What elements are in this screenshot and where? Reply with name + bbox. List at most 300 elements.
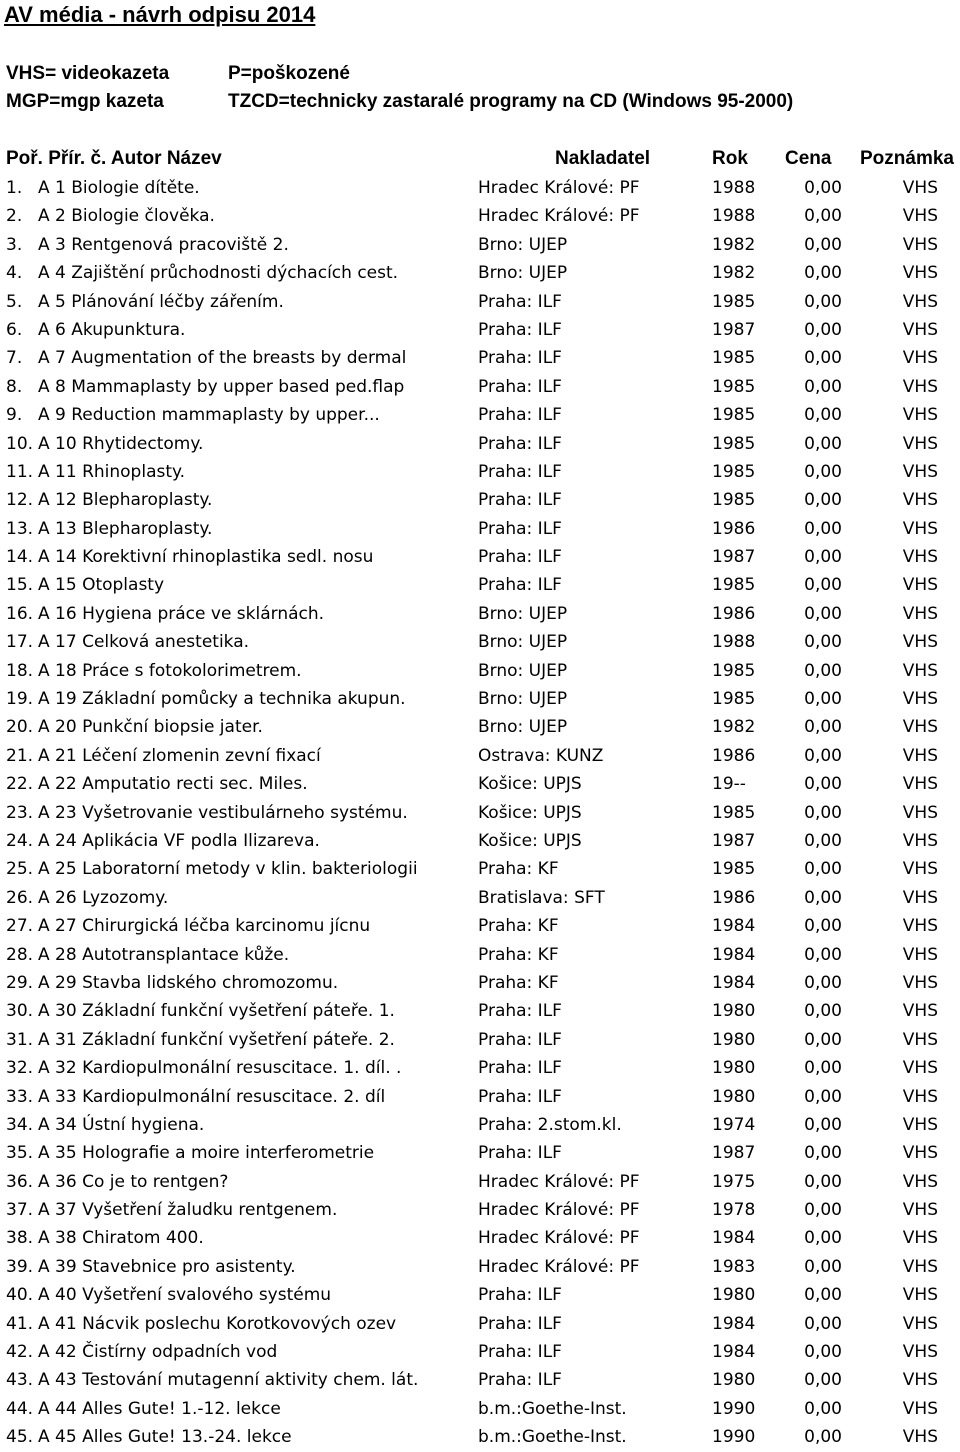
item-price: 0,00 (804, 660, 842, 681)
list-item (0, 571, 960, 599)
item-title: A 13 Blepharoplasty. (38, 518, 213, 539)
item-title: A 38 Chiratom 400. (38, 1228, 204, 1249)
item-note: VHS (902, 178, 938, 198)
item-publisher: Brno: UJEP (478, 263, 568, 284)
item-year: 1985 (712, 461, 756, 482)
item-publisher: Praha: ILF (478, 518, 562, 539)
item-number: 35. (6, 1143, 34, 1164)
item-publisher: Praha: ILF (478, 1143, 562, 1164)
item-year: 1986 (712, 603, 756, 624)
list-item (0, 1111, 960, 1139)
item-year: 1990 (712, 1398, 756, 1419)
item-note: VHS (902, 1171, 938, 1192)
item-price: 0,00 (804, 1086, 842, 1107)
item-year: 1982 (712, 263, 756, 284)
list-item (0, 458, 960, 486)
header-price: Cena (785, 148, 832, 169)
item-title: A 18 Práce s fotokolorimetrem. (38, 660, 302, 681)
list-item (0, 997, 960, 1025)
item-title: A 9 Reduction mammaplasty by upper... (38, 405, 380, 426)
list-item (0, 316, 960, 344)
list-item (0, 827, 960, 855)
header-publisher: Nakladatel (555, 148, 651, 169)
item-year: 1980 (712, 1086, 756, 1107)
legend-mgp: MGP=mgp kazeta (6, 91, 164, 112)
item-price: 0,00 (804, 291, 842, 312)
item-note: VHS (902, 944, 938, 965)
item-note: VHS (902, 1370, 938, 1391)
item-price: 0,00 (804, 547, 842, 568)
item-note: VHS (902, 802, 938, 823)
item-note: VHS (902, 348, 938, 369)
list-item (0, 373, 960, 401)
item-price: 0,00 (804, 518, 842, 539)
item-year: 19-- (712, 774, 746, 795)
item-publisher: b.m.:Goethe-Inst. (478, 1427, 627, 1448)
item-number: 41. (6, 1313, 34, 1334)
item-price: 0,00 (804, 1114, 842, 1135)
item-year: 1980 (712, 1029, 756, 1050)
list-item (0, 1423, 960, 1451)
item-number: 37. (6, 1200, 34, 1221)
item-number: 33. (6, 1086, 34, 1107)
item-year: 1982 (712, 717, 756, 738)
item-number: 12. (6, 490, 34, 511)
item-number: 34. (6, 1114, 34, 1135)
item-note: VHS (902, 319, 938, 340)
item-year: 1985 (712, 291, 756, 312)
item-number: 39. (6, 1256, 34, 1277)
list-item (0, 1054, 960, 1082)
items-list (0, 174, 960, 1452)
item-publisher: Ostrava: KUNZ (478, 745, 604, 766)
item-number: 9. (6, 405, 23, 426)
item-note: VHS (902, 518, 938, 539)
item-year: 1990 (712, 1427, 756, 1448)
item-price: 0,00 (804, 944, 842, 965)
item-note: VHS (902, 1313, 938, 1334)
item-number: 31. (6, 1029, 34, 1050)
document-title: AV média - návrh odpisu 2014 (4, 2, 316, 27)
item-note: VHS (902, 1398, 938, 1419)
item-note: VHS (902, 830, 938, 851)
item-number: 5. (6, 291, 23, 312)
item-publisher: Praha: 2.stom.kl. (478, 1114, 622, 1135)
list-item (0, 770, 960, 798)
list-item (0, 600, 960, 628)
item-publisher: Praha: ILF (478, 490, 562, 511)
item-publisher: Praha: ILF (478, 348, 562, 369)
item-number: 1. (6, 178, 23, 198)
item-title: A 41 Nácvik poslechu Korotkovových ozev (38, 1313, 397, 1334)
item-year: 1980 (712, 1058, 756, 1079)
item-title: A 10 Rhytidectomy. (38, 433, 204, 454)
item-publisher: Bratislava: SFT (478, 887, 605, 908)
item-number: 43. (6, 1370, 34, 1391)
item-note: VHS (902, 859, 938, 880)
item-price: 0,00 (804, 859, 842, 880)
header-note: Poznámka (860, 148, 954, 169)
item-title: A 8 Mammaplasty by upper based ped.flap (38, 376, 405, 397)
item-note: VHS (902, 575, 938, 596)
item-year: 1988 (712, 206, 756, 227)
item-number: 36. (6, 1171, 34, 1192)
list-item (0, 628, 960, 656)
item-publisher: Hradec Králové: PF (478, 178, 640, 198)
item-publisher: Praha: ILF (478, 319, 562, 340)
item-title: A 40 Vyšetření svalového systému (38, 1285, 332, 1306)
item-note: VHS (902, 1114, 938, 1135)
item-number: 7. (6, 348, 23, 369)
item-price: 0,00 (804, 263, 842, 284)
item-number: 13. (6, 518, 34, 539)
item-number: 14. (6, 547, 34, 568)
list-item (0, 941, 960, 969)
item-publisher: Praha: ILF (478, 1029, 562, 1050)
item-note: VHS (902, 263, 938, 284)
item-price: 0,00 (804, 575, 842, 596)
item-number: 4. (6, 263, 23, 284)
list-item (0, 401, 960, 429)
item-title: A 26 Lyzozomy. (38, 887, 169, 908)
item-title: A 20 Punkční biopsie jater. (38, 717, 263, 738)
item-year: 1982 (712, 234, 756, 255)
item-price: 0,00 (804, 234, 842, 255)
item-title: A 17 Celková anestetika. (38, 632, 250, 653)
item-title: A 19 Základní pomůcky a technika akupun. (38, 689, 406, 710)
list-item (0, 202, 960, 230)
item-number: 42. (6, 1342, 34, 1363)
item-title: A 36 Co je to rentgen? (38, 1171, 229, 1192)
item-publisher: Praha: KF (478, 972, 559, 993)
list-item (0, 969, 960, 997)
item-price: 0,00 (804, 632, 842, 653)
item-price: 0,00 (804, 206, 842, 227)
item-number: 24. (6, 830, 34, 851)
item-number: 19. (6, 689, 34, 710)
legend-tzcd: TZCD=technicky zastaralé programy na CD (Windows 95-2000) (228, 91, 794, 112)
item-number: 2. (6, 206, 23, 227)
item-year: 1987 (712, 1143, 756, 1164)
list-item (0, 288, 960, 316)
item-publisher: Košice: UPJS (478, 774, 582, 795)
item-note: VHS (902, 1342, 938, 1363)
item-note: VHS (902, 689, 938, 710)
item-title: A 39 Stavebnice pro asistenty. (38, 1256, 296, 1277)
item-publisher: Praha: ILF (478, 461, 562, 482)
item-number: 45. (6, 1427, 34, 1448)
item-note: VHS (902, 774, 938, 795)
item-price: 0,00 (804, 1398, 842, 1419)
item-price: 0,00 (804, 1342, 842, 1363)
item-year: 1985 (712, 859, 756, 880)
item-year: 1988 (712, 178, 756, 198)
list-item (0, 742, 960, 770)
item-number: 26. (6, 887, 34, 908)
item-price: 0,00 (804, 348, 842, 369)
item-year: 1980 (712, 1001, 756, 1022)
item-note: VHS (902, 234, 938, 255)
item-title: A 25 Laboratorní metody v klin. bakteriologii (38, 859, 418, 880)
item-price: 0,00 (804, 1143, 842, 1164)
item-number: 11. (6, 461, 34, 482)
item-price: 0,00 (804, 1029, 842, 1050)
item-title: A 33 Kardiopulmonální resuscitace. 2. díl (38, 1086, 386, 1107)
item-year: 1985 (712, 490, 756, 511)
item-note: VHS (902, 1143, 938, 1164)
item-note: VHS (902, 1427, 938, 1448)
item-title: A 6 Akupunktura. (38, 319, 186, 340)
item-number: 18. (6, 660, 34, 681)
item-publisher: Praha: ILF (478, 1342, 562, 1363)
item-title: A 24 Aplikácia VF podla Ilizareva. (38, 830, 320, 851)
item-price: 0,00 (804, 887, 842, 908)
item-note: VHS (902, 376, 938, 397)
item-note: VHS (902, 916, 938, 937)
list-item (0, 685, 960, 713)
item-title: A 32 Kardiopulmonální resuscitace. 1. díl. . (38, 1058, 402, 1079)
list-item (0, 912, 960, 940)
item-price: 0,00 (804, 319, 842, 340)
item-note: VHS (902, 1256, 938, 1277)
item-title: A 1 Biologie dítěte. (38, 178, 200, 198)
item-number: 15. (6, 575, 34, 596)
item-number: 25. (6, 859, 34, 880)
item-publisher: Praha: KF (478, 916, 559, 937)
item-title: A 37 Vyšetření žaludku rentgenem. (38, 1200, 338, 1221)
item-year: 1985 (712, 802, 756, 823)
item-title: A 28 Autotransplantace kůže. (38, 944, 290, 965)
item-number: 23. (6, 802, 34, 823)
item-publisher: Košice: UPJS (478, 830, 582, 851)
item-title: A 4 Zajištění průchodnosti dýchacích cest. (38, 263, 399, 284)
item-price: 0,00 (804, 1370, 842, 1391)
item-number: 44. (6, 1398, 34, 1419)
list-item (0, 1366, 960, 1394)
item-note: VHS (902, 547, 938, 568)
list-item (0, 231, 960, 259)
item-publisher: Brno: UJEP (478, 632, 568, 653)
item-note: VHS (902, 1200, 938, 1221)
item-year: 1984 (712, 916, 756, 937)
item-title: A 23 Vyšetrovanie vestibulárneho systému. (38, 802, 408, 823)
item-note: VHS (902, 887, 938, 908)
item-note: VHS (902, 1029, 938, 1050)
item-price: 0,00 (804, 1228, 842, 1249)
item-price: 0,00 (804, 774, 842, 795)
item-title: A 43 Testování mutagenní aktivity chem. lát. (38, 1370, 419, 1391)
list-item (0, 430, 960, 458)
item-publisher: Praha: ILF (478, 1313, 562, 1334)
list-item (0, 855, 960, 883)
item-price: 0,00 (804, 689, 842, 710)
item-number: 40. (6, 1285, 34, 1306)
item-number: 29. (6, 972, 34, 993)
item-note: VHS (902, 1086, 938, 1107)
item-price: 0,00 (804, 178, 842, 198)
item-price: 0,00 (804, 745, 842, 766)
list-item (0, 1168, 960, 1196)
item-price: 0,00 (804, 972, 842, 993)
item-title: A 34 Ústní hygiena. (38, 1114, 205, 1135)
item-publisher: Praha: ILF (478, 547, 562, 568)
item-year: 1984 (712, 944, 756, 965)
item-year: 1980 (712, 1370, 756, 1391)
item-number: 32. (6, 1058, 34, 1079)
item-number: 20. (6, 717, 34, 738)
item-publisher: Košice: UPJS (478, 802, 582, 823)
item-year: 1985 (712, 689, 756, 710)
item-year: 1980 (712, 1285, 756, 1306)
item-publisher: Brno: UJEP (478, 603, 568, 624)
list-item (0, 1139, 960, 1167)
item-year: 1984 (712, 1228, 756, 1249)
item-price: 0,00 (804, 1313, 842, 1334)
list-item (0, 1083, 960, 1111)
item-note: VHS (902, 632, 938, 653)
header-left: Poř. Přír. č. Autor Název (6, 148, 222, 169)
item-title: A 31 Základní funkční vyšetření páteře. 2. (38, 1029, 395, 1050)
list-item (0, 1338, 960, 1366)
item-year: 1984 (712, 1313, 756, 1334)
item-price: 0,00 (804, 717, 842, 738)
item-title: A 35 Holografie a moire interferometrie (38, 1143, 375, 1164)
item-price: 0,00 (804, 1256, 842, 1277)
item-publisher: Praha: KF (478, 944, 559, 965)
item-year: 1984 (712, 1342, 756, 1363)
item-publisher: Praha: ILF (478, 433, 562, 454)
item-publisher: Praha: ILF (478, 376, 562, 397)
item-note: VHS (902, 461, 938, 482)
item-note: VHS (902, 603, 938, 624)
item-note: VHS (902, 291, 938, 312)
item-title: A 7 Augmentation of the breasts by dermal (38, 348, 407, 369)
item-title: A 12 Blepharoplasty. (38, 490, 213, 511)
item-number: 8. (6, 376, 23, 397)
item-price: 0,00 (804, 916, 842, 937)
item-price: 0,00 (804, 433, 842, 454)
item-publisher: b.m.:Goethe-Inst. (478, 1398, 627, 1419)
item-price: 0,00 (804, 461, 842, 482)
list-item (0, 1281, 960, 1309)
item-publisher: Hradec Králové: PF (478, 1228, 640, 1249)
list-item (0, 1196, 960, 1224)
item-year: 1986 (712, 518, 756, 539)
item-note: VHS (902, 1285, 938, 1306)
list-item (0, 799, 960, 827)
list-item (0, 1395, 960, 1423)
item-year: 1975 (712, 1171, 756, 1192)
item-price: 0,00 (804, 1001, 842, 1022)
item-title: A 2 Biologie člověka. (38, 206, 215, 227)
item-year: 1983 (712, 1256, 756, 1277)
item-title: A 29 Stavba lidského chromozomu. (38, 972, 339, 993)
item-publisher: Brno: UJEP (478, 660, 568, 681)
item-title: A 15 Otoplasty (38, 575, 165, 596)
item-year: 1986 (712, 887, 756, 908)
item-publisher: Praha: ILF (478, 291, 562, 312)
item-price: 0,00 (804, 1058, 842, 1079)
item-number: 38. (6, 1228, 34, 1249)
item-title: A 30 Základní funkční vyšetření páteře. 1. (38, 1001, 395, 1022)
item-publisher: Praha: ILF (478, 1058, 562, 1079)
item-title: A 14 Korektivní rhinoplastika sedl. nosu (38, 547, 374, 568)
item-publisher: Praha: ILF (478, 1086, 562, 1107)
item-number: 6. (6, 319, 23, 340)
list-item (0, 657, 960, 685)
item-title: A 21 Léčení zlomenin zevní fixací (38, 745, 321, 766)
item-publisher: Hradec Králové: PF (478, 206, 640, 227)
item-number: 28. (6, 944, 34, 965)
item-publisher: Brno: UJEP (478, 234, 568, 255)
item-title: A 5 Plánování léčby zářením. (38, 291, 284, 312)
legend-vhs: VHS= videokazeta (6, 63, 170, 84)
item-number: 27. (6, 916, 34, 937)
item-publisher: Praha: ILF (478, 575, 562, 596)
item-publisher: Hradec Králové: PF (478, 1200, 640, 1221)
item-price: 0,00 (804, 490, 842, 511)
list-item (0, 884, 960, 912)
item-note: VHS (902, 405, 938, 426)
item-note: VHS (902, 660, 938, 681)
list-item (0, 713, 960, 741)
item-publisher: Brno: UJEP (478, 689, 568, 710)
item-year: 1978 (712, 1200, 756, 1221)
item-price: 0,00 (804, 1171, 842, 1192)
list-item (0, 344, 960, 372)
item-title: A 45 Alles Gute! 13.-24. lekce (38, 1427, 292, 1448)
item-number: 16. (6, 603, 34, 624)
item-year: 1987 (712, 547, 756, 568)
item-year: 1984 (712, 972, 756, 993)
list-item (0, 1224, 960, 1252)
item-note: VHS (902, 717, 938, 738)
item-number: 30. (6, 1001, 34, 1022)
item-year: 1974 (712, 1114, 756, 1135)
item-year: 1985 (712, 575, 756, 596)
list-item (0, 1026, 960, 1054)
item-price: 0,00 (804, 603, 842, 624)
item-title: A 22 Amputatio recti sec. Miles. (38, 774, 308, 795)
item-publisher: Praha: ILF (478, 1285, 562, 1306)
item-note: VHS (902, 433, 938, 454)
item-note: VHS (902, 1001, 938, 1022)
item-publisher: Praha: ILF (478, 1001, 562, 1022)
item-title: A 44 Alles Gute! 1.-12. lekce (38, 1398, 281, 1419)
item-number: 22. (6, 774, 34, 795)
item-year: 1987 (712, 319, 756, 340)
legend-p: P=poškozené (228, 63, 350, 84)
item-title: A 42 Čistírny odpadních vod (38, 1342, 278, 1363)
list-item (0, 1253, 960, 1281)
item-title: A 11 Rhinoplasty. (38, 461, 186, 482)
list-item (0, 515, 960, 543)
item-note: VHS (902, 1228, 938, 1249)
item-publisher: Hradec Králové: PF (478, 1256, 640, 1277)
item-year: 1986 (712, 745, 756, 766)
item-price: 0,00 (804, 1285, 842, 1306)
item-number: 21. (6, 745, 34, 766)
item-year: 1985 (712, 433, 756, 454)
item-title: A 27 Chirurgická léčba karcinomu jícnu (38, 916, 371, 937)
item-title: A 3 Rentgenová pracoviště 2. (38, 234, 289, 255)
list-item (0, 259, 960, 287)
item-price: 0,00 (804, 405, 842, 426)
item-publisher: Brno: UJEP (478, 717, 568, 738)
list-item (0, 1310, 960, 1338)
header-year: Rok (712, 148, 748, 169)
item-number: 17. (6, 632, 34, 653)
